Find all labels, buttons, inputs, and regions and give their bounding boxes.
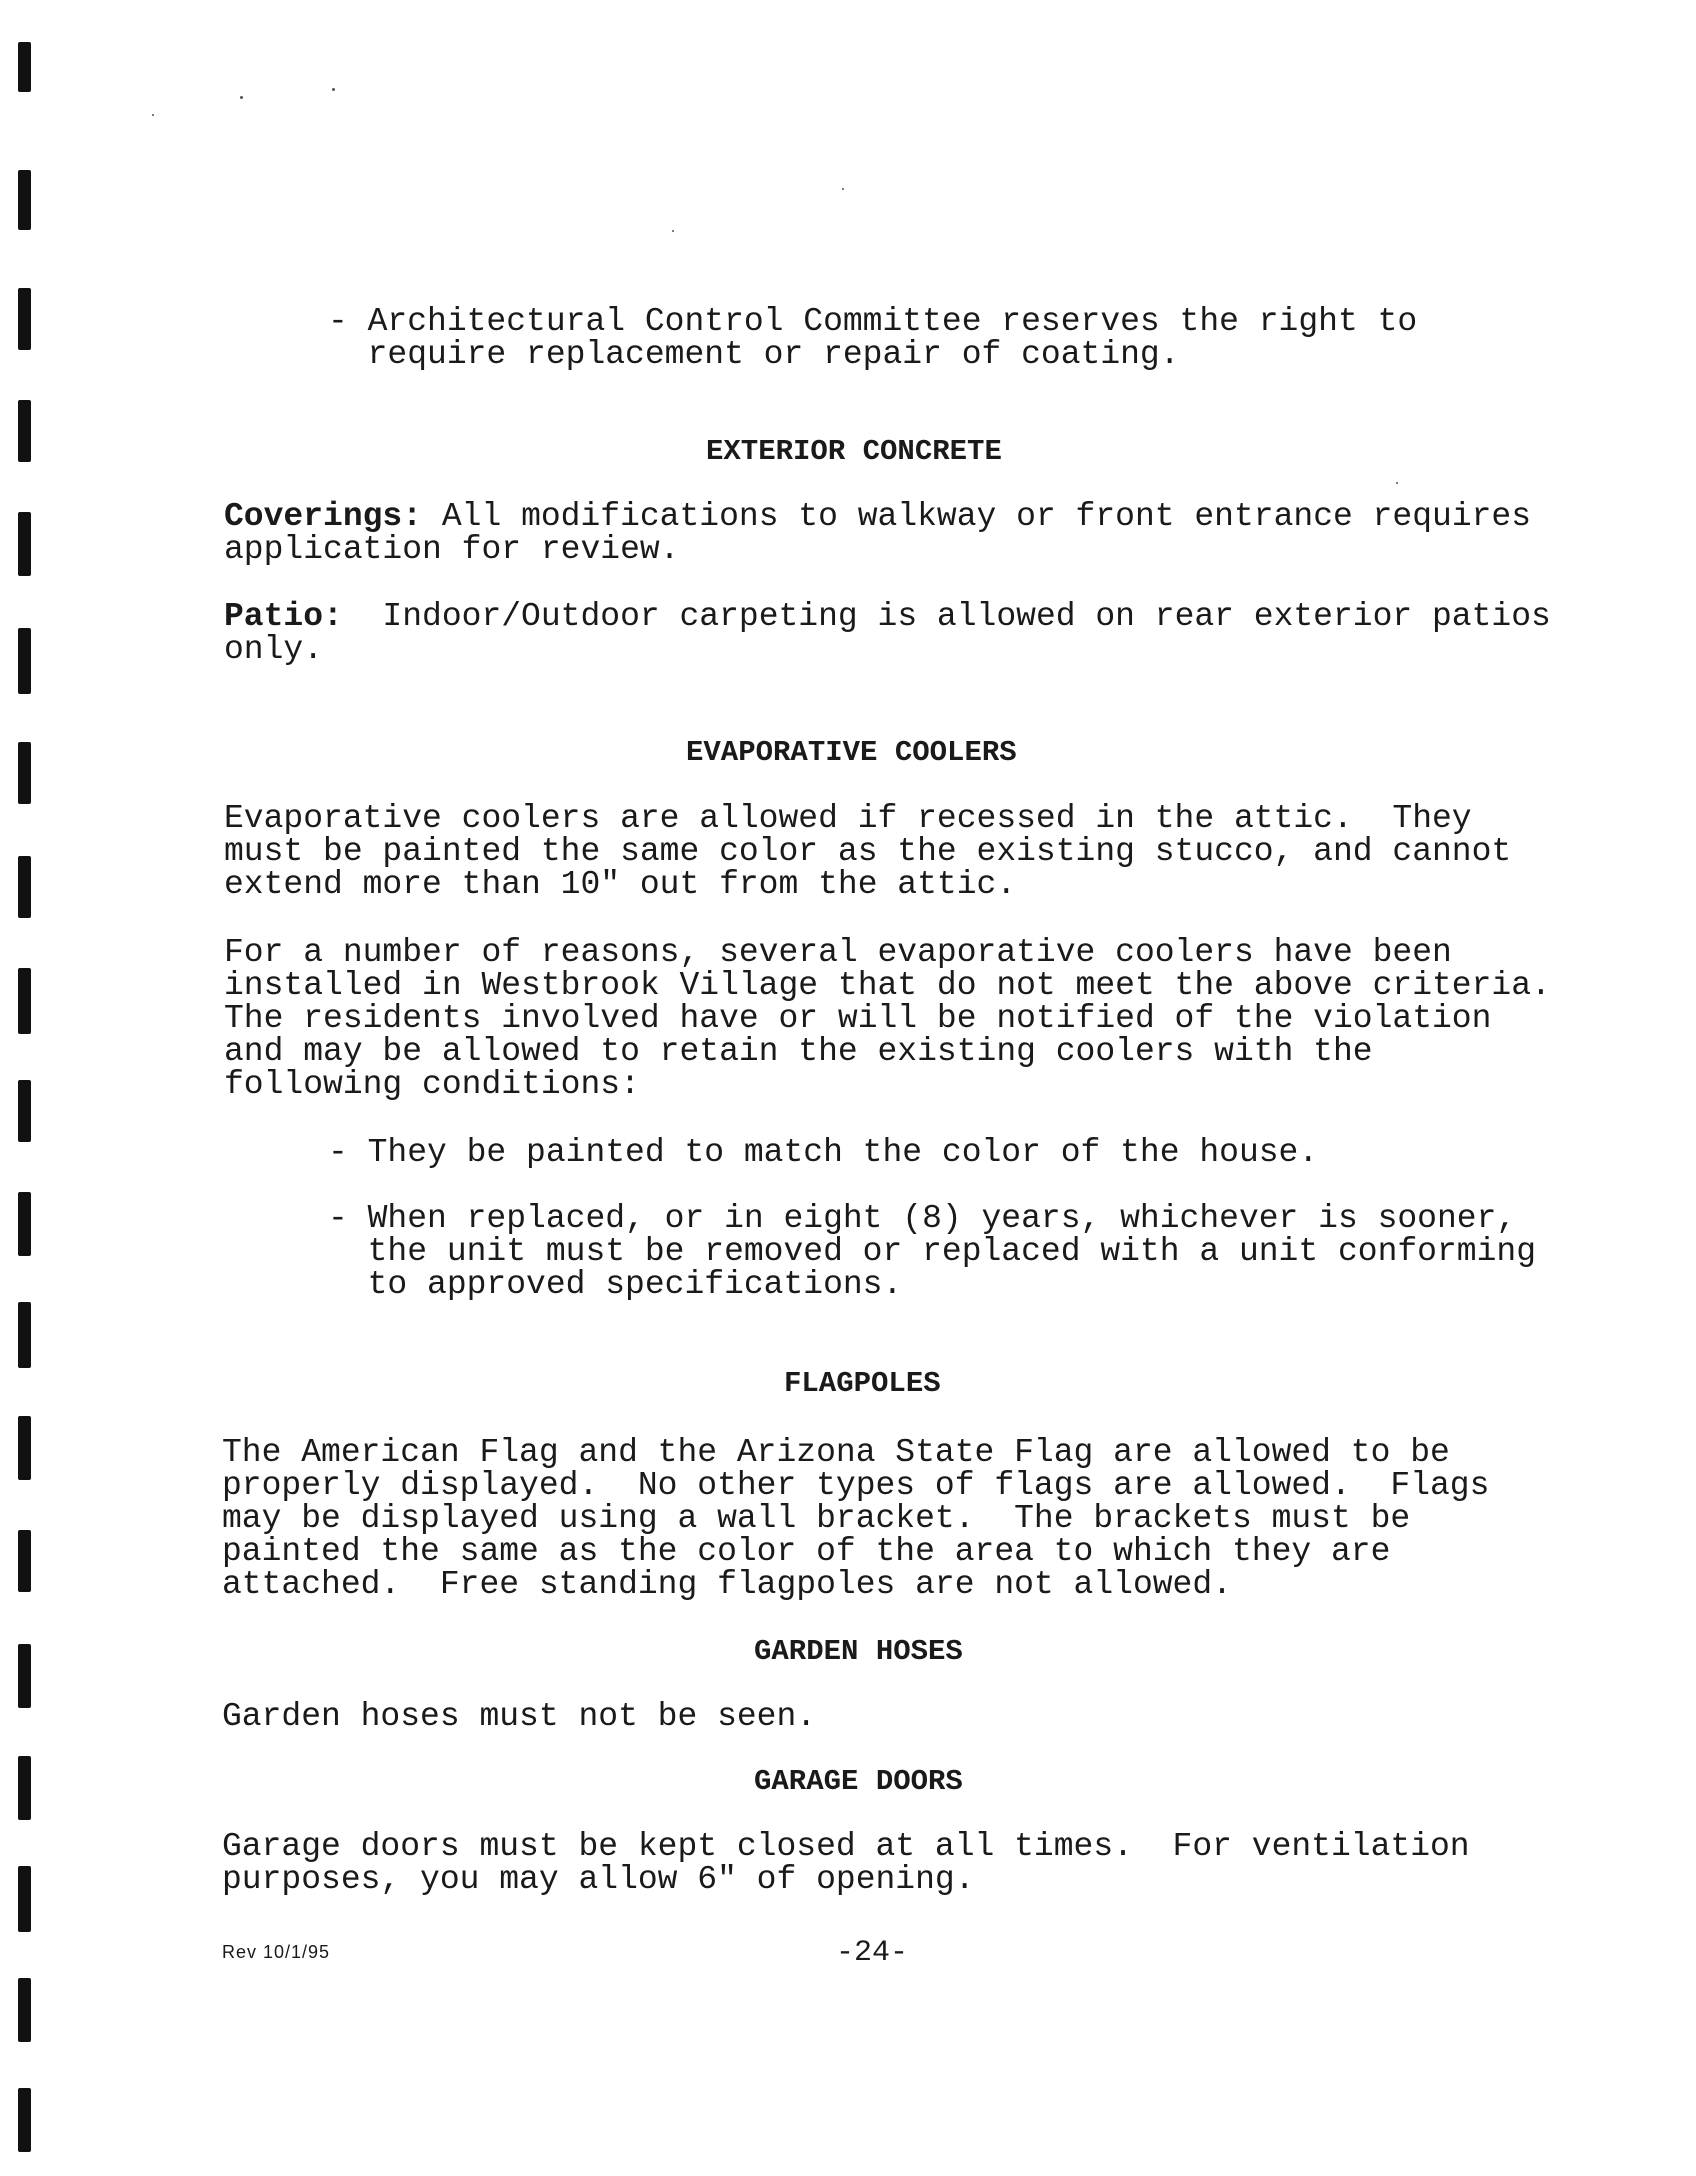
- patio-label: Patio:: [224, 598, 343, 635]
- binder-edge-mark: [18, 628, 31, 694]
- binder-edge-mark: [18, 1080, 31, 1142]
- coverings-paragraph: [224, 500, 1531, 566]
- garden-hoses-paragraph: Garden hoses must not be seen.: [222, 1698, 817, 1735]
- garage-doors-heading: GARAGE DOORS: [754, 1765, 963, 1798]
- coverings-label: Coverings:: [224, 498, 423, 535]
- flagpoles-paragraph: The American Flag and the Arizona State Flag are allowed to be properly displayed. No other types of flags are allowed. Flags may be displayed using a wall bracket. The brackets must be painted the same as the color of the area to which they are attached. Free standing flagpoles are not allowed.: [222, 1434, 1490, 1603]
- binder-edge-mark: [18, 1302, 31, 1368]
- binder-edge-mark: [18, 288, 31, 350]
- patio-text: Indoor/Outdoor carpeting is allowed on rear exterior patios only.: [224, 598, 1551, 668]
- binder-edge-mark: [18, 742, 31, 804]
- scan-speck: [842, 188, 844, 190]
- scan-speck: [152, 114, 154, 116]
- evaporative-coolers-heading: EVAPORATIVE COOLERS: [686, 736, 1017, 769]
- binder-edge-mark: [18, 1978, 31, 2042]
- binder-edge-mark: [18, 1866, 31, 1932]
- binder-edge-mark: [18, 2088, 31, 2152]
- coolers-paragraph-1: Evaporative coolers are allowed if recessed in the attic. They must be painted the same color as the existing stucco, and cannot extend more than 10" out from the attic.: [224, 800, 1512, 903]
- scan-speck: [672, 230, 674, 232]
- page-number: -24-: [836, 1936, 909, 1970]
- intro-bullet: - Architectural Control Committee reserves the right to require replacement or repair of coating.: [328, 303, 1418, 373]
- scan-speck: [332, 88, 335, 91]
- binder-edge-mark: [18, 1530, 31, 1592]
- coolers-bullet-2: - When replaced, or in eight (8) years, whichever is sooner, the unit must be removed or replaced with a unit conforming to approved specifications.: [328, 1200, 1536, 1303]
- binder-edge-mark: [18, 1756, 31, 1820]
- binder-edge-mark: [18, 1644, 31, 1708]
- scan-speck: [240, 96, 243, 99]
- binder-edge-mark: [18, 968, 31, 1034]
- flagpoles-heading: FLAGPOLES: [784, 1367, 941, 1400]
- revision-date: Rev 10/1/95: [222, 1942, 331, 1962]
- coverings-text: All modifications to walkway or front entrance requires application for review.: [224, 498, 1532, 568]
- exterior-concrete-heading: EXTERIOR CONCRETE: [706, 435, 1002, 468]
- binder-edge-mark: [18, 1416, 31, 1480]
- binder-edge-mark: [18, 42, 31, 92]
- garage-doors-paragraph: Garage doors must be kept closed at all times. For ventilation purposes, you may allow 6" of opening.: [222, 1828, 1470, 1898]
- binder-edge-mark: [18, 400, 31, 462]
- coolers-paragraph-2: For a number of reasons, several evaporative coolers have been installed in Westbrook Village that do not meet the above criteria. The residents involved have or will be notified of the violation and may be allowed to retain the existing coolers with the following conditions:: [224, 934, 1551, 1103]
- binder-edge-mark: [18, 512, 31, 576]
- coolers-bullet-1: - They be painted to match the color of the house.: [328, 1134, 1319, 1171]
- garden-hoses-heading: GARDEN HOSES: [754, 1635, 963, 1668]
- scan-speck: [1396, 482, 1398, 484]
- binder-edge-mark: [18, 1192, 31, 1256]
- patio-paragraph: [224, 600, 1551, 666]
- binder-edge-mark: [18, 170, 31, 230]
- binder-edge-mark: [18, 856, 31, 918]
